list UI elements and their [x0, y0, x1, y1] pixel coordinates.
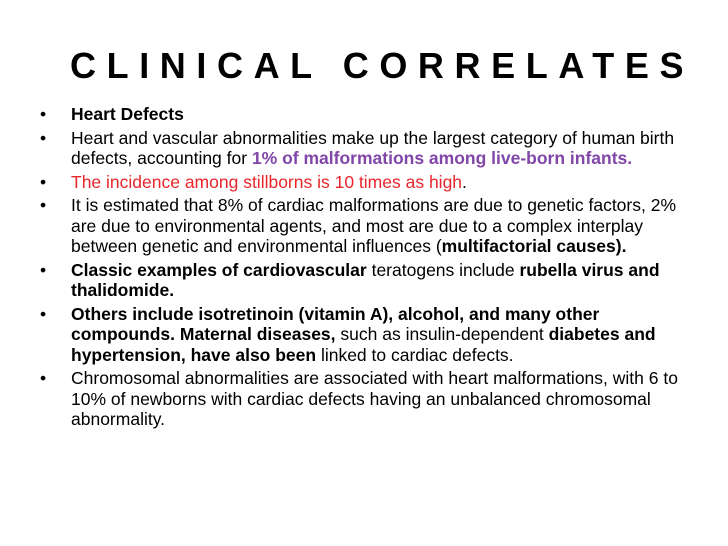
- bullet-bold-text: rubella virus and thalidomide.: [71, 259, 660, 300]
- bullet-heart-defects: [0, 104, 728, 125]
- bullet-chromosomal-abnormalities: [0, 368, 728, 430]
- bullet-list: [0, 104, 728, 433]
- bullet-dot-icon: •: [40, 259, 47, 280]
- bullet-dot-icon: •: [40, 303, 47, 324]
- bullet-text: It is estimated that 8% of cardiac malformations are due to genetic factors, 2% are due to environmental agents, and most are due to a complex interplay between genetic and environmental influences (: [71, 195, 677, 256]
- bullet-dot-icon: •: [40, 127, 47, 148]
- bullet-bold-text: Classic examples of cardiovascular: [71, 259, 367, 280]
- bullet-bold-text: Others include isotretinoin (vitamin A), alcohol, and many other compounds. Maternal diseases,: [71, 303, 600, 344]
- bullet-vascular-abnormalities: [0, 128, 728, 169]
- bullet-teratogen-examples: [0, 260, 728, 301]
- bullet-dot-icon: •: [40, 368, 47, 388]
- bullet-text: Heart and vascular abnormalities make up the largest category of human birth defects, accounting for: [71, 127, 675, 168]
- bullet-dot-icon: •: [40, 104, 47, 124]
- bullet-dot-icon: •: [40, 171, 47, 192]
- bullet-text: such as insulin-dependent: [335, 324, 549, 344]
- bullet-text: .: [462, 171, 467, 192]
- slide-title: CLINICAL CORRELATES: [70, 45, 695, 86]
- bullet-text: Heart Defects: [71, 104, 184, 124]
- bullet-stillborn-incidence: [0, 172, 728, 193]
- bullet-highlight-text: 1% of malformations among live-born infants.: [251, 148, 633, 168]
- bullet-bold-text: diabetes and hypertension, have also been: [71, 324, 656, 365]
- bullet-highlight-text: The incidence among stillborns is 10 times as high: [71, 171, 463, 192]
- bullet-text: Chromosomal abnormalities are associated with heart malformations, with 6 to 10% of newborns with cardiac defects having an unbalanced chromosomal abnormality.: [71, 368, 678, 429]
- bullet-text: linked to cardiac defects.: [316, 344, 514, 365]
- bullet-bold-text: multifactorial causes).: [441, 236, 627, 256]
- bullet-other-teratogens: [0, 304, 728, 366]
- bullet-causes-estimate: [0, 195, 728, 257]
- bullet-dot-icon: •: [40, 195, 47, 215]
- bullet-text: teratogens include: [366, 259, 520, 280]
